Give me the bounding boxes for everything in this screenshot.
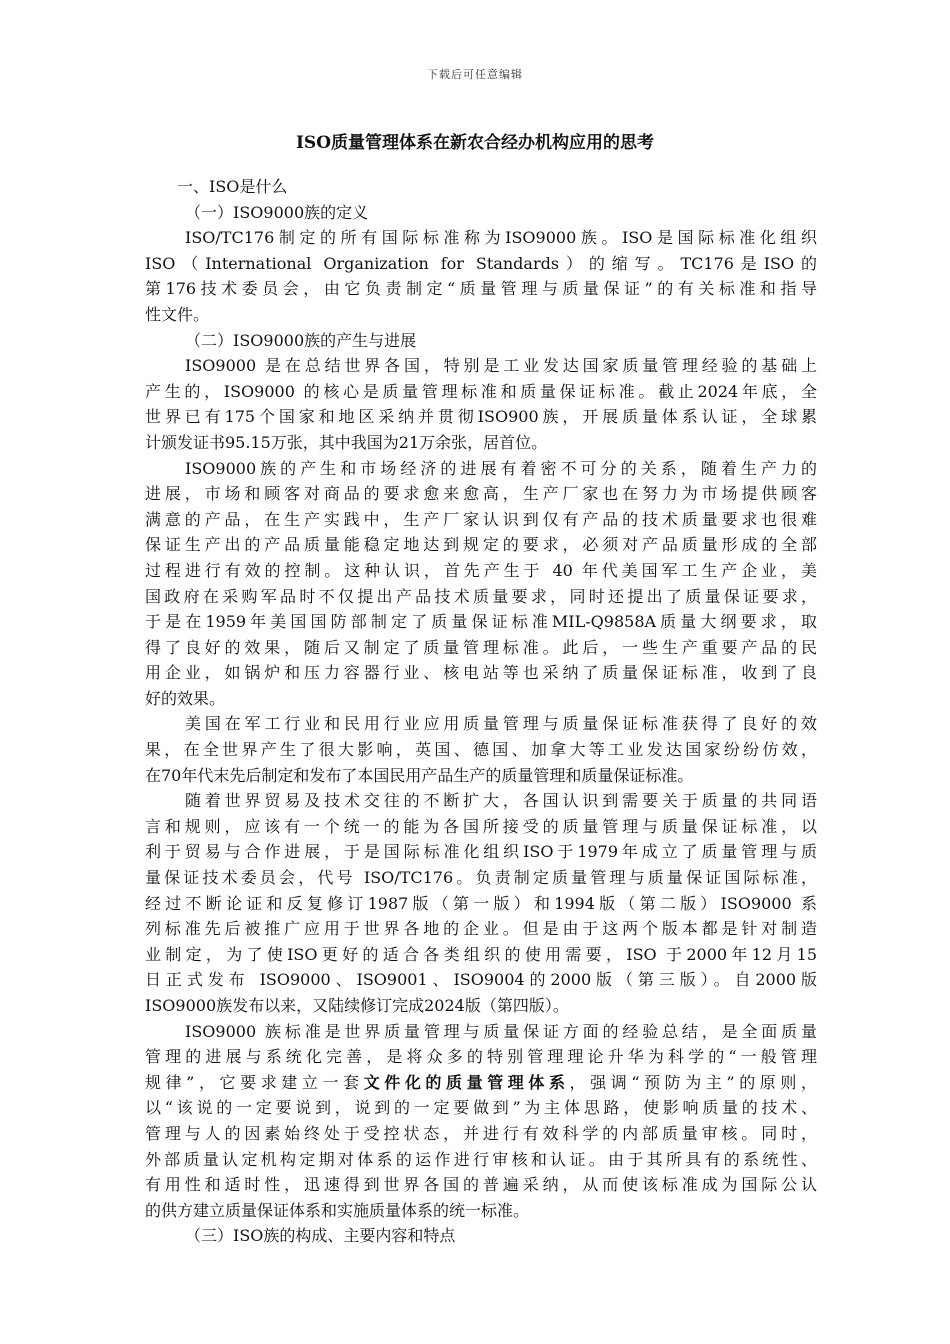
text-line: 用企业，如锅炉和压力容器行业、核电站等也采纳了质量保证标准，收到了良 (145, 663, 817, 683)
text-line: ISO9000 族标准是世界质量管理与质量保证方面的经验总结，是全面质量 (185, 1021, 817, 1041)
text-line: 管理的进展与系统化完善，是将众多的特别管理理论升华为科学的“一般管理 (145, 1047, 817, 1067)
text-line: 国政府在采购军品时不仅提出产品技术质量要求，同时还提出了质量保证要求， (145, 586, 817, 606)
text-line: ISO9000族发布以来，又陆续修订完成2024版（第四版）。 (145, 996, 569, 1015)
text-line: 满意的产品，在生产实践中，生产厂家认识到仅有产品的技术质量要求也很难 (145, 509, 817, 529)
text-line: 保证生产出的产品质量能稳定地达到规定的要求，必须对产品质量形成的全部 (145, 535, 817, 555)
text-line: 一、ISO是什么 (177, 177, 288, 196)
text-line: 外部质量认定机构定期对体系的运作进行审核和认证。由于其所具有的系统性、 (145, 1149, 817, 1169)
document-body (145, 174, 817, 1249)
text-line: 果，在全世界产生了很大影响，英国、德国、加拿大等工业发达国家纷纷仿效， (145, 740, 817, 760)
text-line: 的供方建立质量保证体系和实施质量体系的统一标准。 (145, 1200, 530, 1220)
text-line: （二）ISO9000族的产生与进展 (185, 330, 417, 350)
text-line: 美国在军工行业和民用行业应用质量管理与质量保证标准获得了良好的效 (185, 714, 817, 734)
text-line: ISO9000 是在总结世界各国，特别是工业发达国家质量管理经验的基础上 (185, 356, 817, 376)
text-line: 进展，市场和顾客对商品的要求愈来愈高，生产厂家也在努力为市场提供顾客 (145, 484, 817, 504)
document-title: ISO质量管理体系在新农合经办机构应用的思考 (295, 133, 655, 153)
header-note: 下载后可任意编辑 (427, 68, 523, 81)
text-line: 在70年代末先后制定和发布了本国民用产品生产的质量管理和质量保证标准。 (145, 765, 694, 785)
text-line: 好的效果。 (145, 688, 226, 708)
text-line: 随着世界贸易及技术交往的不断扩大，各国认识到需要关于质量的共同语 (185, 791, 817, 811)
text-line: 产生的，ISO9000 的核心是质量管理标准和质量保证标准。截止2024年底，全 (145, 381, 817, 401)
text-line: 以“该说的一定要说到，说到的一定要做到”为主体思路，使影响质量的技术、 (145, 1098, 817, 1118)
text-line: 性文件。 (145, 304, 210, 324)
text-line: 日正式发布 ISO9000、ISO9001、ISO9004的2000版（第三版）。自2000版 (145, 970, 817, 990)
text-line: ISO（International Organization for Standards）的缩写。TC176是ISO的 (145, 253, 817, 273)
text-segment: ，强调“预防为主”的原则， (569, 1072, 817, 1092)
text-line: 有用性和适时性，迅速得到世界各国的普遍采纳，从而使该标准成为国际公认 (145, 1175, 817, 1195)
text-line: 业制定，为了使ISO更好的适合各类组织的使用需要，ISO 于2000年12月15 (145, 944, 817, 964)
text-line: 经过不断论证和反复修订1987版（第一版）和1994版（第二版）ISO9000 系 (145, 893, 817, 913)
text-line: 管理与人的因素始终处于受控状态，并进行有效科学的内部质量审核。同时， (145, 1123, 817, 1143)
text-segment: 规律”，它要求建立一套 (145, 1072, 364, 1092)
text-line: 世界已有175个国家和地区采纳并贯彻ISO900族，开展质量体系认证，全球累 (145, 407, 817, 427)
text-line: 量保证技术委员会，代号 ISO/TC176。负责制定质量管理与质量保证国际标准， (145, 868, 817, 888)
text-line: 得了良好的效果，随后又制定了质量管理标准。此后，一些生产重要产品的民 (145, 637, 817, 657)
text-line: ISO9000族的产生和市场经济的进展有着密不可分的关系，随着生产力的 (185, 458, 817, 478)
text-line: （一）ISO9000族的定义 (185, 202, 369, 222)
text-line: （三）ISO族的构成、主要内容和特点 (185, 1226, 456, 1246)
text-line: 于是在1959年美国国防部制定了质量保证标准MIL-Q9858A质量大纲要求，取 (145, 612, 817, 632)
text-line: 第176技术委员会，由它负责制定“质量管理与质量保证”的有关标准和指导 (145, 279, 817, 299)
text-line: 列标准先后被推广应用于世界各地的企业。但是由于这两个版本都是针对制造 (145, 919, 817, 939)
text-line: 计颁发证书95.15万张，其中我国为21万余张，居首位。 (145, 432, 548, 452)
text-line: 过程进行有效的控制。这种认识，首先产生于 40 年代美国军工生产企业，美 (145, 560, 817, 580)
bold-phrase: 文件化的质量管理体系 (363, 1072, 570, 1092)
text-line: ISO/TC176制定的所有国际标准称为ISO9000族。ISO是国际标准化组织 (185, 228, 817, 248)
text-line: 利于贸易与合作进展，于是国际标准化组织ISO于1979年成立了质量管理与质 (145, 842, 817, 862)
text-line: 言和规则，应该有一个统一的能为各国所接受的质量管理与质量保证标准，以 (145, 816, 817, 836)
text-line (145, 1070, 817, 1096)
